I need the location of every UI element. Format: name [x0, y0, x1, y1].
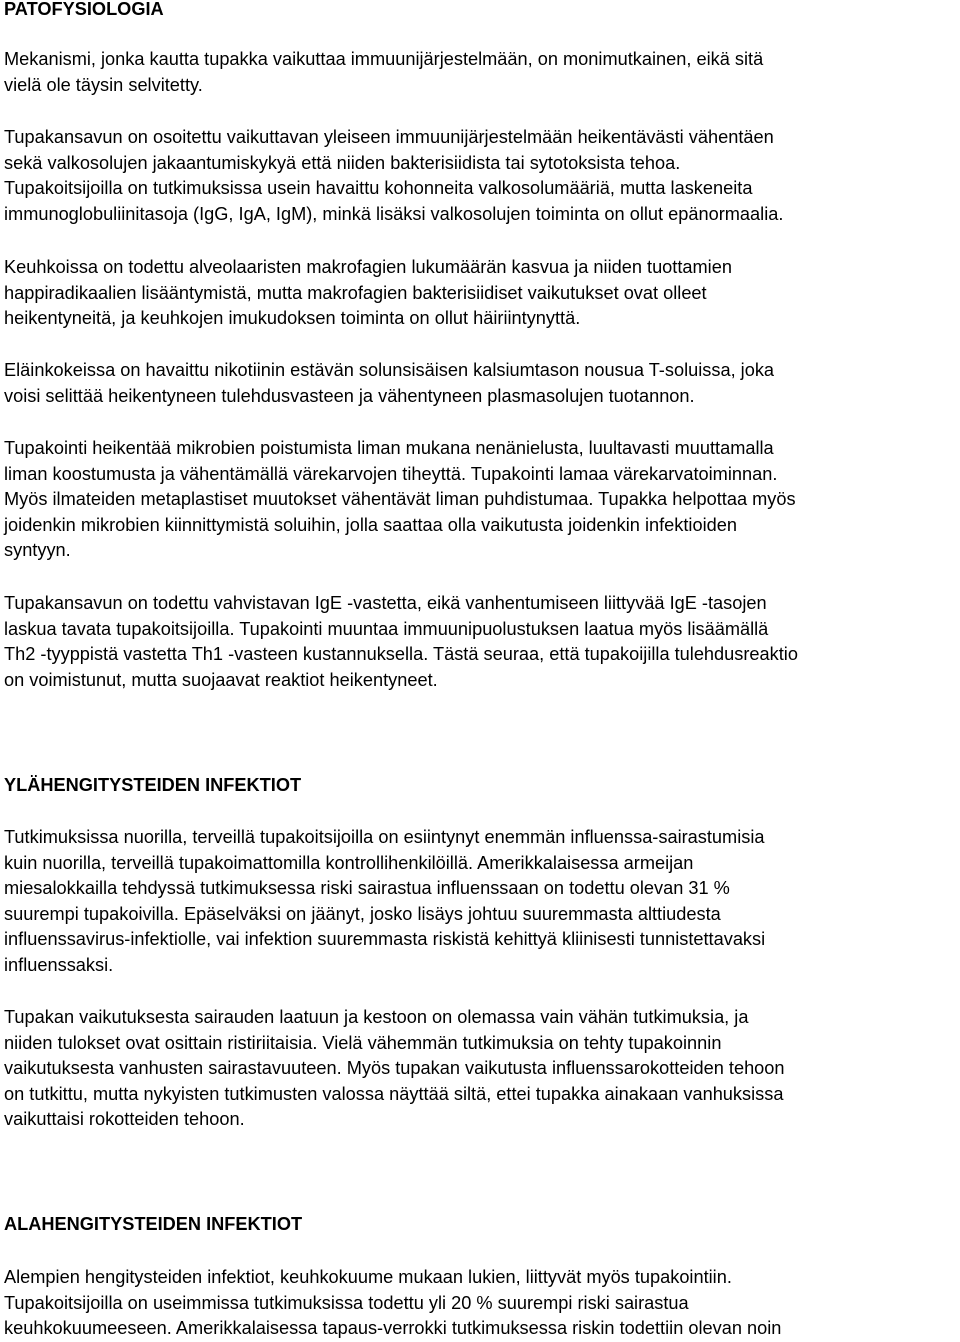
text-line: Alempien hengitysteiden infektiot, keuhkokuume mukaan lukien, liittyvät myös tupakointiin. — [4, 1267, 732, 1287]
heading-text: YLÄHENGITYSTEIDEN INFEKTIOT — [4, 775, 302, 795]
text-line: kuin nuorilla, terveillä tupakoimattomilla kontrollihenkilöillä. Amerikkalaisessa armeijan — [4, 852, 694, 873]
text-line: on voimistunut, mutta suojaavat reaktiot heikentyneet. — [4, 669, 438, 690]
paragraph — [4, 358, 960, 409]
text-line: keuhkokuumeeseen. Amerikkalaisessa tapaus-verrokki tutkimuksessa riskin todettiin olevan noin — [4, 1318, 782, 1339]
section-heading-ylahengitysteiden-infektiot — [4, 773, 960, 799]
text-line: suurempi tupakoivilla. Epäselväksi on jäänyt, josko lisäys johtuu suuremmasta alttiudesta — [4, 903, 721, 924]
text-line: Tupakansavun on todettu vahvistavan IgE -vastetta, eikä vanhentumiseen liittyvää IgE -tasojen — [4, 593, 767, 613]
text-line: voisi selittää heikentyneen tulehdusvasteen ja vähentyneen plasmasolujen tuotannon. — [4, 385, 695, 406]
section-heading-patofysiologia — [4, 0, 960, 23]
text-line: vielä ole täysin selvitetty. — [4, 74, 203, 95]
paragraph — [4, 1005, 960, 1133]
paragraph — [4, 125, 960, 227]
text-line: Tupakansavun on osoitettu vaikuttavan yleiseen immuunijärjestelmään heikentävästi vähentäen — [4, 127, 774, 147]
paragraph — [4, 255, 960, 332]
text-line: happiradikaalien lisääntymistä, mutta makrofagien bakterisiidiset vaikutukset ovat olleet — [4, 282, 707, 303]
text-line: heikentyneitä, ja keuhkojen imukudoksen toiminta on ollut häiriintynyttä. — [4, 308, 581, 329]
heading-text: ALAHENGITYSTEIDEN INFEKTIOT — [4, 1214, 303, 1234]
text-line: miesalokkailla tehdyssä tutkimuksessa riski sairastua influenssaan on todettu olevan 31 % — [4, 878, 730, 899]
text-line: vaikuttaisi rokotteiden tehoon. — [4, 1109, 245, 1130]
text-line: Keuhkoissa on todettu alveolaaristen makrofagien lukumäärän kasvua ja niiden tuottamien — [4, 257, 732, 277]
text-line: Eläinkokeissa on havaittu nikotiinin estävän solunsisäisen kalsiumtason nousua T-soluissa, joka — [4, 360, 775, 380]
text-line: Tutkimuksissa nuorilla, terveillä tupakoitsijoilla on esiintynyt enemmän influenssa-sairastumisia — [4, 827, 765, 847]
text-line: Tupakan vaikutuksesta sairauden laatuun ja kestoon on olemassa vain vähän tutkimuksia, ja — [4, 1007, 749, 1027]
text-line: immunoglobuliinitasoja (IgG, IgA, IgM), minkä lisäksi valkosolujen toiminta on ollut epänormaalia. — [4, 203, 784, 224]
text-line: Tupakointi heikentää mikrobien poistumista liman mukana nenänielusta, luultavasti muuttamalla — [4, 438, 774, 458]
section-heading-alahengitysteiden-infektiot — [4, 1212, 960, 1238]
text-line: influenssaksi. — [4, 954, 114, 975]
paragraph — [4, 1265, 960, 1342]
text-line: Myös ilmateiden metaplastiset muutokset vähentävät liman puhdistumaa. Tupakka helpottaa myös — [4, 489, 796, 510]
heading-text: PATOFYSIOLOGIA — [4, 0, 164, 19]
text-line: Tupakoitsijoilla on useimmissa tutkimuksissa todettu yli 20 % suurempi riski sairastua — [4, 1292, 689, 1313]
text-line: Tupakoitsijoilla on tutkimuksissa usein havaittu kohonneita valkosolumääriä, mutta laskeneita — [4, 178, 753, 199]
text-line: liman koostumusta ja vähentämällä värekarvojen tiheyttä. Tupakointi lamaa värekarvatoiminnan. — [4, 463, 778, 484]
text-line: vaikutuksesta vanhusten sairastavuuteen. Myös tupakan vaikutusta influenssarokotteiden tehoon — [4, 1058, 785, 1079]
text-line: syntyyn. — [4, 540, 71, 561]
paragraph — [4, 47, 960, 98]
paragraph — [4, 825, 960, 979]
paragraph — [4, 436, 960, 564]
text-line: niiden tulokset ovat osittain ristiriitaisia. Vielä vähemmän tutkimuksia on tehty tupakoinnin — [4, 1032, 722, 1053]
paragraph — [4, 591, 960, 693]
text-line: Mekanismi, jonka kautta tupakka vaikuttaa immuunijärjestelmään, on monimutkainen, eikä sitä — [4, 49, 764, 69]
text-line: laskua tavata tupakoitsijoilla. Tupakointi muuntaa immuunipuolustuksen laatua myös lisäämällä — [4, 618, 769, 639]
text-line: Th2 -tyyppistä vastetta Th1 -vasteen kustannuksella. Tästä seuraa, että tupakoijilla tulehdusreaktio — [4, 644, 798, 665]
text-line: influenssavirus-infektiolle, vai infektion suuremmasta riskistä kehittyä kliinisesti tunnistettavaksi — [4, 929, 766, 950]
text-line: sekä valkosolujen jakaantumiskykyä että niiden bakterisiidista tai sytotoksista tehoa. — [4, 152, 681, 173]
text-line: on tutkittu, mutta nykyisten tutkimusten valossa näyttää siltä, ettei tupakka ainakaan vanhuksissa — [4, 1083, 784, 1104]
text-line: joidenkin mikrobien kiinnittymistä soluihin, jolla saattaa olla vaikutusta joidenkin infektioiden — [4, 514, 737, 535]
